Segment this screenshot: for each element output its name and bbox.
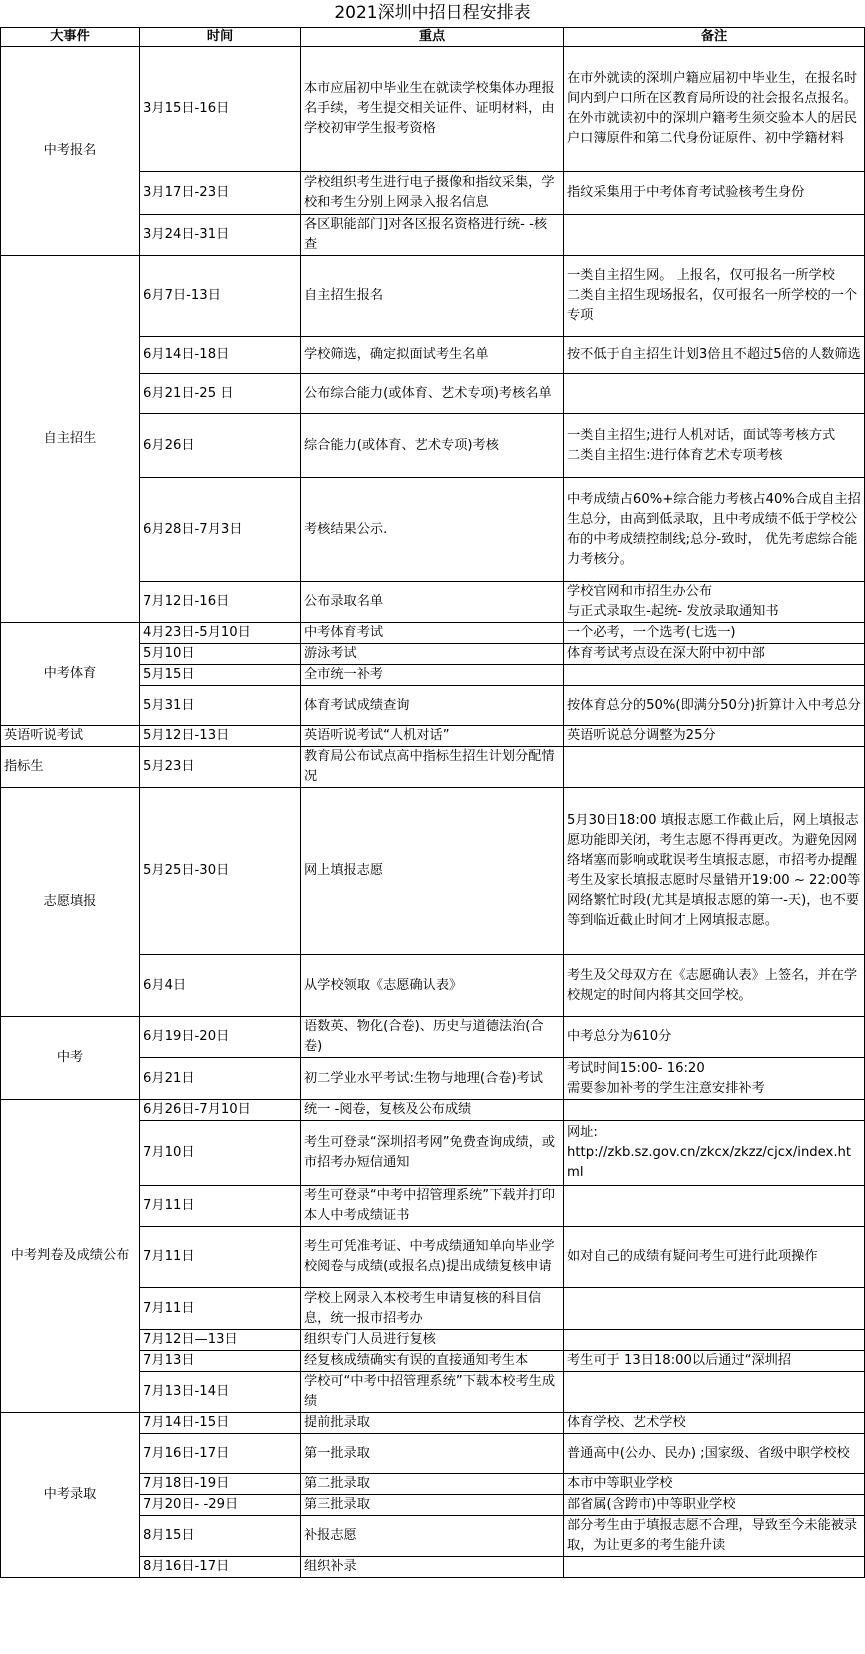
key-point-cell: 各区职能部门]对各区报名资格进行统- -核查 [301, 215, 564, 256]
key-point-cell: 第一批录取 [301, 1434, 564, 1474]
time-cell: 8月16日-17日 [140, 1557, 301, 1578]
note-cell [564, 374, 865, 414]
key-point-cell: 教育局公布试点高中指标生招生计划分配情况 [301, 747, 564, 788]
key-point-cell: 初二学业水平考试:生物与地理(合卷)考试 [301, 1058, 564, 1100]
time-cell: 5月23日 [140, 747, 301, 788]
time-cell: 7月20日- -29日 [140, 1495, 301, 1516]
header-note: 备注 [564, 28, 865, 47]
table-row [1, 1100, 865, 1121]
table-row [1, 726, 865, 747]
header-row [1, 28, 865, 47]
note-cell: 部省属(含跨市)中等职业学校 [564, 1495, 865, 1516]
note-cell: 英语听说总分调整为25分 [564, 726, 865, 747]
key-point-cell: 经复核成绩确实有误的直接通知考生本 [301, 1351, 564, 1372]
time-cell: 6月19日-20日 [140, 1017, 301, 1058]
time-cell: 3月17日-23日 [140, 172, 301, 215]
header-time: 时间 [140, 28, 301, 47]
table-row [1, 47, 865, 172]
event-cell: 指标生 [1, 747, 140, 788]
time-cell: 6月4日 [140, 955, 301, 1017]
table-header [1, 28, 865, 47]
note-cell: 学校官网和市招生办公布 与正式录取生-起统- 发放录取通知书 [564, 582, 865, 623]
event-cell: 自主招生 [1, 256, 140, 623]
key-point-cell: 考核结果公示. [301, 478, 564, 582]
table-row [1, 623, 865, 644]
note-cell: 中考成绩占60%+综合能力考核占40%合成自主招生总分，由高到低录取，且中考成绩不低于学校公布的中考成绩控制线;总分-致时， 优先考虑综合能力考核分。 [564, 478, 865, 582]
note-cell [564, 1372, 865, 1413]
note-cell [564, 1100, 865, 1121]
time-cell: 7月18日-19日 [140, 1474, 301, 1495]
time-cell: 5月25日-30日 [140, 788, 301, 955]
table-row [1, 1017, 865, 1058]
table-row [1, 788, 865, 955]
time-cell: 7月14日-15日 [140, 1413, 301, 1434]
event-cell: 中考 [1, 1017, 140, 1100]
note-cell: 考生及父母双方在《志愿确认表》上签名，并在学校规定的时间内将其交回学校。 [564, 955, 865, 1017]
time-cell: 5月15日 [140, 665, 301, 686]
time-cell: 6月26日-7月10日 [140, 1100, 301, 1121]
header-key-point: 重点 [301, 28, 564, 47]
key-point-cell: 综合能力(或体育、艺术专项)考核 [301, 414, 564, 478]
key-point-cell: 体育考试成绩查询 [301, 686, 564, 726]
page-title: 2021深圳中招日程安排表 [334, 3, 531, 23]
note-cell: 一类自主招生网。 上报名，仅可报名一所学校 二类自主招生现场报名，仅可报名一所学校的一个专项 [564, 256, 865, 337]
time-cell: 7月12日-16日 [140, 582, 301, 623]
key-point-cell: 学校筛选，确定拟面试考生名单 [301, 337, 564, 374]
time-cell: 5月10日 [140, 644, 301, 665]
key-point-cell: 网上填报志愿 [301, 788, 564, 955]
note-cell [564, 1330, 865, 1351]
key-point-cell: 公布录取名单 [301, 582, 564, 623]
time-cell: 5月12日-13日 [140, 726, 301, 747]
note-cell: 考生可于 13日18:00以后通过“深圳招 [564, 1351, 865, 1372]
note-cell: 考试时间15:00- 16:20 需要参加补考的学生注意安排补考 [564, 1058, 865, 1100]
time-cell: 7月16日-17日 [140, 1434, 301, 1474]
note-cell: 指纹采集用于中考体育考试验核考生身份 [564, 172, 865, 215]
note-cell: 5月30日18:00 填报志愿工作截止后，网上填报志愿功能即关闭，考生志愿不得再更改。为避免因网络堵塞而影响或耽误考生填报志愿，市招考办提醒考生及家长填报志愿时尽量错开19:00 ~ 22:00等网络繁忙时段(尤其是填报志愿的第一-天)，也不要等到临近截止时间才上网填报志愿。 [564, 788, 865, 955]
time-cell: 6月21日-25 日 [140, 374, 301, 414]
key-point-cell: 考生可登录“中考中招管理系统”下载并打印本人中考成绩证书 [301, 1186, 564, 1227]
note-cell: 部分考生由于填报志愿不合理，导致至今未能被录取，为让更多的考生能升读 [564, 1516, 865, 1557]
time-cell: 3月24日-31日 [140, 215, 301, 256]
key-point-cell: 自主招生报名 [301, 256, 564, 337]
key-point-cell: 学校可“中考中招管理系统”下载本校考生成绩 [301, 1372, 564, 1413]
event-cell: 中考录取 [1, 1413, 140, 1578]
time-cell: 7月11日 [140, 1186, 301, 1227]
time-cell: 6月7日-13日 [140, 256, 301, 337]
key-point-cell: 英语听说考试“人机对话” [301, 726, 564, 747]
time-cell: 7月10日 [140, 1121, 301, 1186]
note-cell: 如对自己的成绩有疑问考生可进行此项操作 [564, 1227, 865, 1288]
key-point-cell: 组织补录 [301, 1557, 564, 1578]
time-cell: 7月11日 [140, 1227, 301, 1288]
table-row [1, 747, 865, 788]
time-cell: 7月12日—13日 [140, 1330, 301, 1351]
time-cell: 5月31日 [140, 686, 301, 726]
key-point-cell: 统一 -阅卷，复核及公布成绩 [301, 1100, 564, 1121]
time-cell: 8月15日 [140, 1516, 301, 1557]
header-event: 大事件 [1, 28, 140, 47]
key-point-cell: 游泳考试 [301, 644, 564, 665]
time-cell: 3月15日-16日 [140, 47, 301, 172]
note-cell [564, 1557, 865, 1578]
time-cell: 7月13日 [140, 1351, 301, 1372]
key-point-cell: 本市应届初中毕业生在就读学校集体办理报名手续，考生提交相关证件、证明材料，由学校初审学生报考资格 [301, 47, 564, 172]
key-point-cell: 提前批录取 [301, 1413, 564, 1434]
note-cell: 中考总分为610分 [564, 1017, 865, 1058]
note-cell: 在市外就读的深圳户籍应届初中毕业生，在报名时间内到户口所在区教育局所设的社会报名点报名。 在外市就读初中的深圳户籍考生须交验本人的居民户口簿原件和第二代身份证原件、初中学籍材料 [564, 47, 865, 172]
key-point-cell: 学校上网录入本校考生申请复核的科目信息，统一报市招考办 [301, 1288, 564, 1330]
note-cell: 按不低于自主招生计划3倍且不超过5倍的人数筛选 [564, 337, 865, 374]
event-cell: 中考判卷及成绩公布 [1, 1100, 140, 1413]
time-cell: 6月14日-18日 [140, 337, 301, 374]
key-point-cell: 考生可凭准考证、中考成绩通知单向毕业学校阅卷与成绩(或报名点)提出成绩复核申请 [301, 1227, 564, 1288]
time-cell: 4月23日-5月10日 [140, 623, 301, 644]
key-point-cell: 语数英、物化(合卷)、历史与道德法治(合卷) [301, 1017, 564, 1058]
key-point-cell: 从学校领取《志愿确认表》 [301, 955, 564, 1017]
schedule-table [0, 27, 865, 1578]
key-point-cell: 组织专门人员进行复核 [301, 1330, 564, 1351]
key-point-cell: 公布综合能力(或体育、艺术专项)考核名单 [301, 374, 564, 414]
note-cell [564, 1288, 865, 1330]
table-body [1, 47, 865, 1578]
event-cell: 志愿填报 [1, 788, 140, 1017]
time-cell: 6月26日 [140, 414, 301, 478]
time-cell: 6月21日 [140, 1058, 301, 1100]
time-cell: 7月13日-14日 [140, 1372, 301, 1413]
note-cell: 普通高中(公办、民办) ;国家级、省级中职学校校 [564, 1434, 865, 1474]
time-cell: 7月11日 [140, 1288, 301, 1330]
note-cell: 按体育总分的50%(即满分50分)折算计入中考总分 [564, 686, 865, 726]
key-point-cell: 考生可登录“深圳招考网”免费查询成绩，或市招考办短信通知 [301, 1121, 564, 1186]
key-point-cell: 中考体育考试 [301, 623, 564, 644]
note-cell [564, 1186, 865, 1227]
key-point-cell: 第二批录取 [301, 1474, 564, 1495]
key-point-cell: 第三批录取 [301, 1495, 564, 1516]
key-point-cell: 补报志愿 [301, 1516, 564, 1557]
note-cell: 网址: http://zkb.sz.gov.cn/zkcx/zkzz/cjcx/index.html [564, 1121, 865, 1186]
note-cell: 体育学校、艺术学校 [564, 1413, 865, 1434]
key-point-cell: 学校组织考生进行电子摄像和指纹采集，学校和考生分别上网录入报名信息 [301, 172, 564, 215]
note-cell: 一个必考，一个选考(七选一) [564, 623, 865, 644]
note-cell: 体育考试考点设在深大附中初中部 [564, 644, 865, 665]
event-cell: 英语听说考试 [1, 726, 140, 747]
note-cell [564, 665, 865, 686]
key-point-cell: 全市统一补考 [301, 665, 564, 686]
note-cell: 一类自主招生;进行人机对话，面试等考核方式 二类自主招生:进行体育艺术专项考核 [564, 414, 865, 478]
table-row [1, 1413, 865, 1434]
event-cell: 中考报名 [1, 47, 140, 256]
note-cell: 本市中等职业学校 [564, 1474, 865, 1495]
note-cell [564, 747, 865, 788]
time-cell: 6月28日-7月3日 [140, 478, 301, 582]
note-cell [564, 215, 865, 256]
table-row [1, 256, 865, 337]
event-cell: 中考体育 [1, 623, 140, 726]
